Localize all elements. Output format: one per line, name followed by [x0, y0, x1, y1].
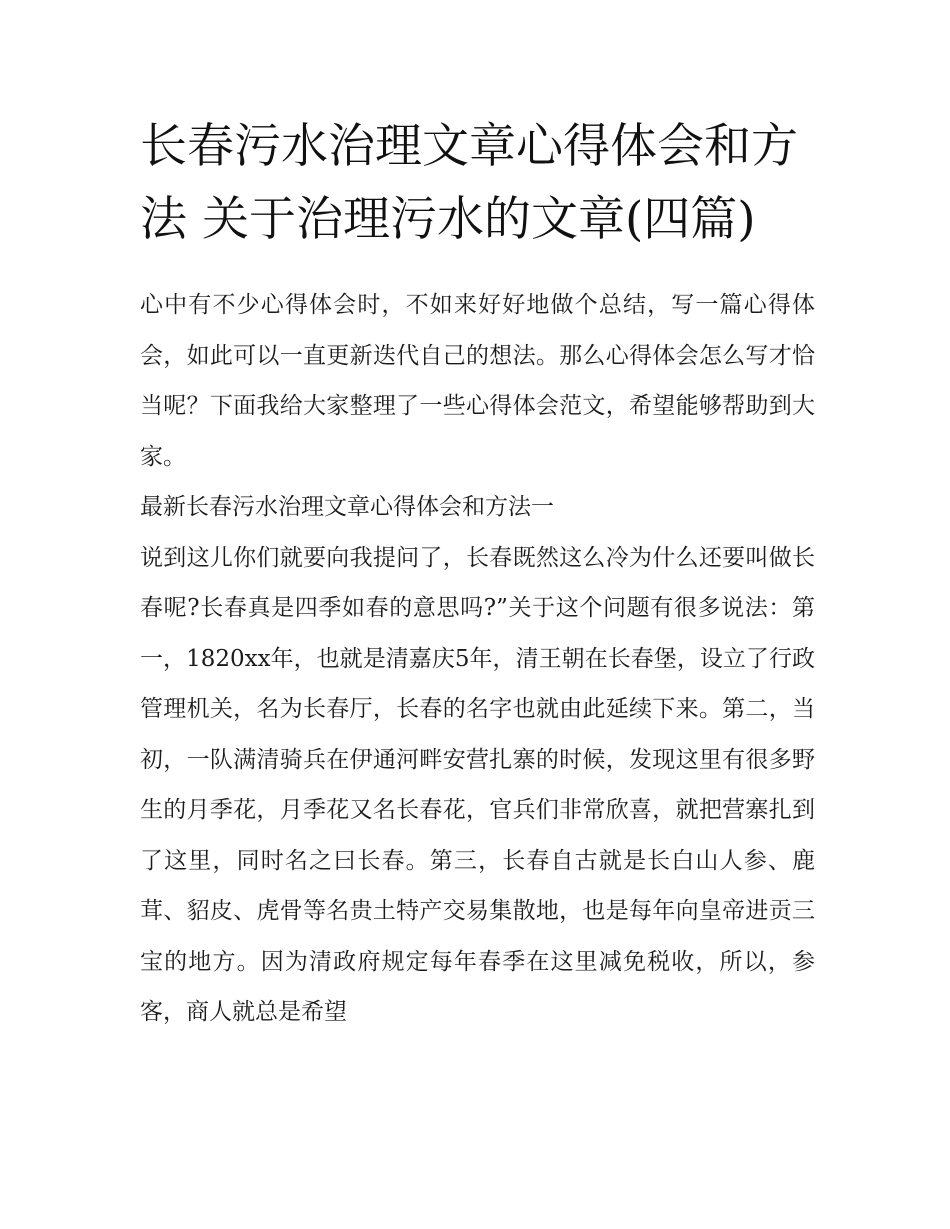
section-heading: 最新长春污水治理文章心得体会和方法一	[140, 494, 554, 520]
intro-paragraph: 心中有不少心得体会时，不如来好好地做个总结，写一篇心得体会，如此可以一直更新迭代自己的想法。那么心得体会怎么写才恰当呢？下面我给大家整理了一些心得体会范文，希望能够帮助到大家。	[140, 292, 815, 470]
section-paragraph: 说到这儿你们就要向我提问了，长春既然这么冷为什么还要叫做长春呢?长春真是四季如春的意思吗?”关于这个问题有很多说法：第一，1820xx年，也就是清嘉庆5年，清王朝在长春堡，设立了行政管理机关，名为长春厅，长春的名字也就由此延续下来。第二，当初，一队满清骑兵在伊通河畔安营扎寨的时候，发现这里有很多野生的月季花，月季花又名长春花，官兵们非常欣喜，就把营寨扎到了这里，同时名之曰长春。第三，长春自古就是长白山人参、鹿茸、貂皮、虎骨等名贵土特产交易集散地，也是每年向皇帝进贡三宝的地方。因为清政府规定每年春季在这里减免税收，所以，参客，商人就总是希望	[140, 544, 815, 1025]
document-page	[140, 110, 815, 1038]
document-title: 长春污水治理文章心得体会和方法 关于治理污水的文章(四篇)	[140, 119, 798, 247]
